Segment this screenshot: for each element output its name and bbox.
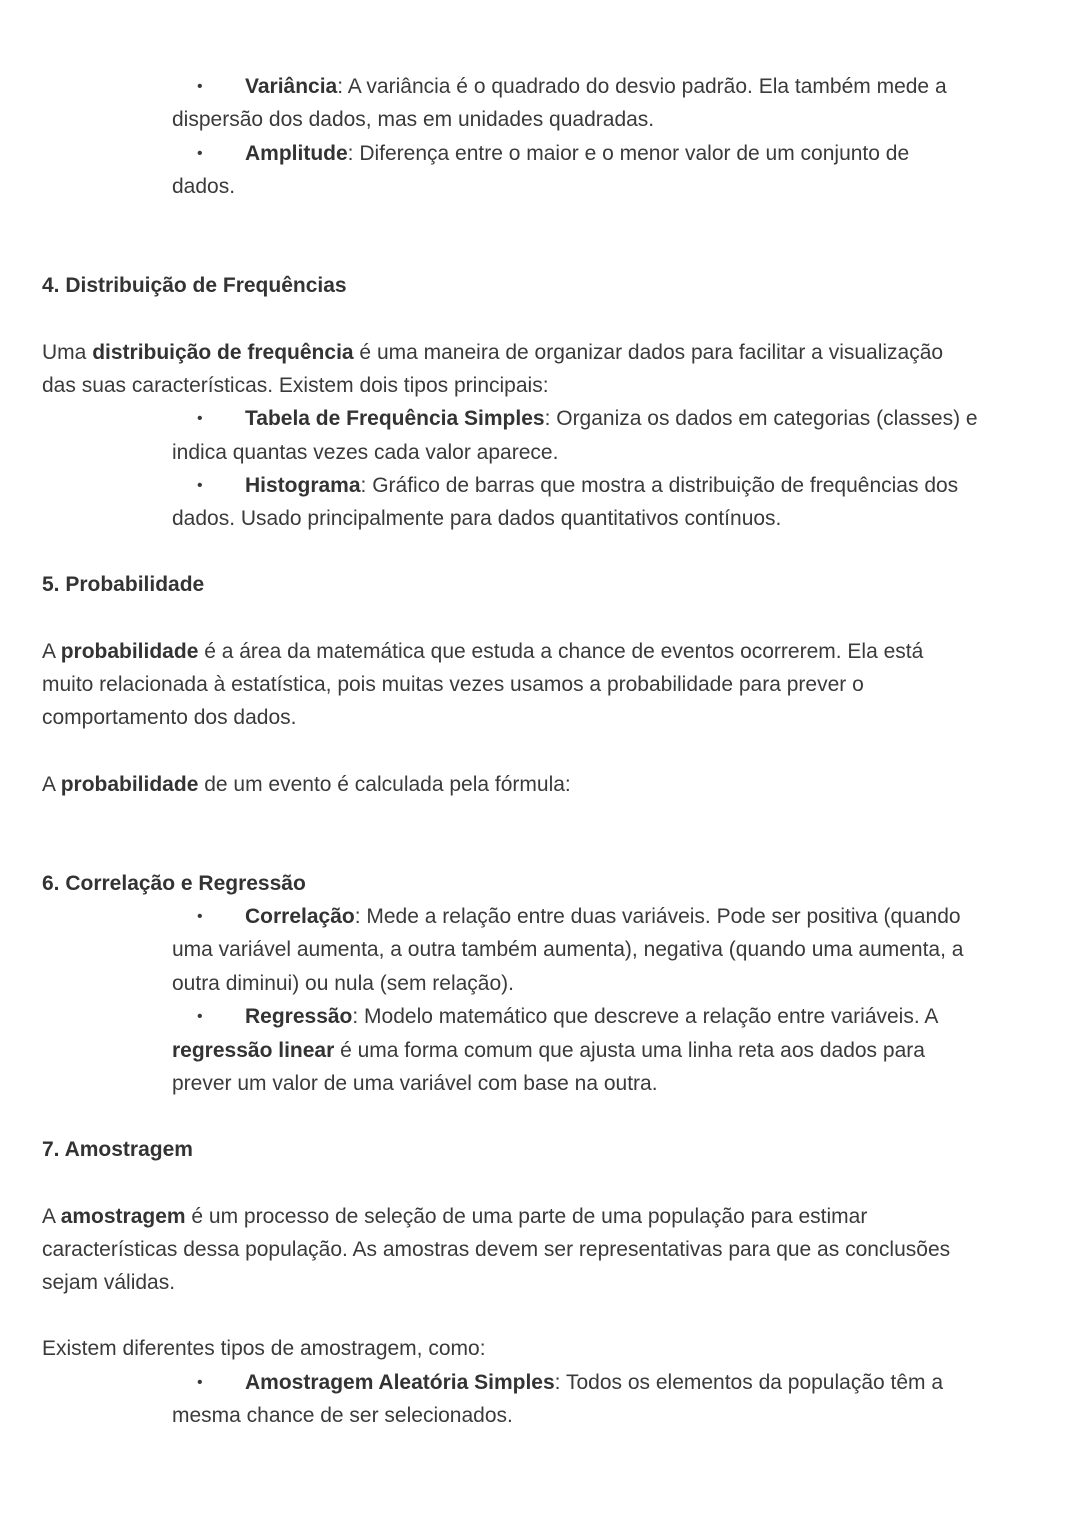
list-item-regressao: Regressão: Modelo matemático que descreve a relação entre variáveis. A (245, 1005, 939, 1028)
section-heading: 7. Amostragem (42, 1138, 193, 1161)
bullet-icon: • (197, 477, 203, 494)
section-heading: 5. Probabilidade (42, 573, 205, 596)
list-item-text: prever um valor de uma variável com base na outra. (172, 1072, 658, 1095)
paragraph-line: das suas características. Existem dois tipos principais: (42, 374, 549, 397)
term: Variância (245, 75, 338, 98)
section-heading: 4. Distribuição de Frequências (42, 274, 347, 297)
paragraph-line: sejam válidas. (42, 1271, 176, 1294)
paragraph: A probabilidade é a área da matemática que estuda a chance de eventos ocorrerem. Ela está (42, 640, 924, 663)
list-item-amostragem-aleatoria: Amostragem Aleatória Simples: Todos os elementos da população têm a (245, 1371, 944, 1394)
bullet-icon: • (197, 145, 203, 162)
list-item-tabela: Tabela de Frequência Simples: Organiza os dados em categorias (classes) e (245, 407, 978, 430)
term: Amplitude (245, 142, 348, 165)
list-item-correlacao: Correlação: Mede a relação entre duas variáveis. Pode ser positiva (quando (245, 905, 961, 928)
list-item-histograma: Histograma: Gráfico de barras que mostra a distribuição de frequências dos (245, 474, 959, 497)
list-item-text: dados. (172, 175, 236, 198)
bullet-icon: • (197, 908, 203, 925)
list-item-text: mesma chance de ser selecionados. (172, 1404, 513, 1427)
paragraph: A amostragem é um processo de seleção de uma parte de uma população para estimar (42, 1205, 868, 1228)
paragraph-line: comportamento dos dados. (42, 706, 297, 729)
paragraph-line: características dessa população. As amostras devem ser representativas para que as conclusões (42, 1238, 951, 1261)
list-item-text: outra diminui) ou nula (sem relação). (172, 972, 514, 995)
list-item-text: indica quantas vezes cada valor aparece. (172, 441, 559, 464)
paragraph-line: muito relacionada à estatística, pois muitas vezes usamos a probabilidade para prever o (42, 673, 864, 696)
bullet-icon: • (197, 410, 203, 427)
bullet-icon: • (197, 1374, 203, 1391)
list-item-text: regressão linear é uma forma comum que ajusta uma linha reta aos dados para (172, 1039, 925, 1062)
list-item-text: dados. Usado principalmente para dados quantitativos contínuos. (172, 507, 782, 530)
list-item-text: dispersão dos dados, mas em unidades quadradas. (172, 108, 655, 131)
bullet-icon: • (197, 1008, 203, 1025)
paragraph: Existem diferentes tipos de amostragem, como: (42, 1337, 486, 1360)
list-item-variancia: Variância: A variância é o quadrado do desvio padrão. Ela também mede a (245, 75, 947, 98)
bullet-icon: • (197, 78, 203, 95)
list-item-amplitude: Amplitude: Diferença entre o maior e o menor valor de um conjunto de (245, 142, 910, 165)
paragraph: A probabilidade de um evento é calculada pela fórmula: (42, 773, 571, 796)
list-item-text: uma variável aumenta, a outra também aumenta), negativa (quando uma aumenta, a (172, 938, 964, 961)
paragraph: Uma distribuição de frequência é uma maneira de organizar dados para facilitar a visualização (42, 341, 944, 364)
section-heading: 6. Correlação e Regressão (42, 872, 306, 895)
